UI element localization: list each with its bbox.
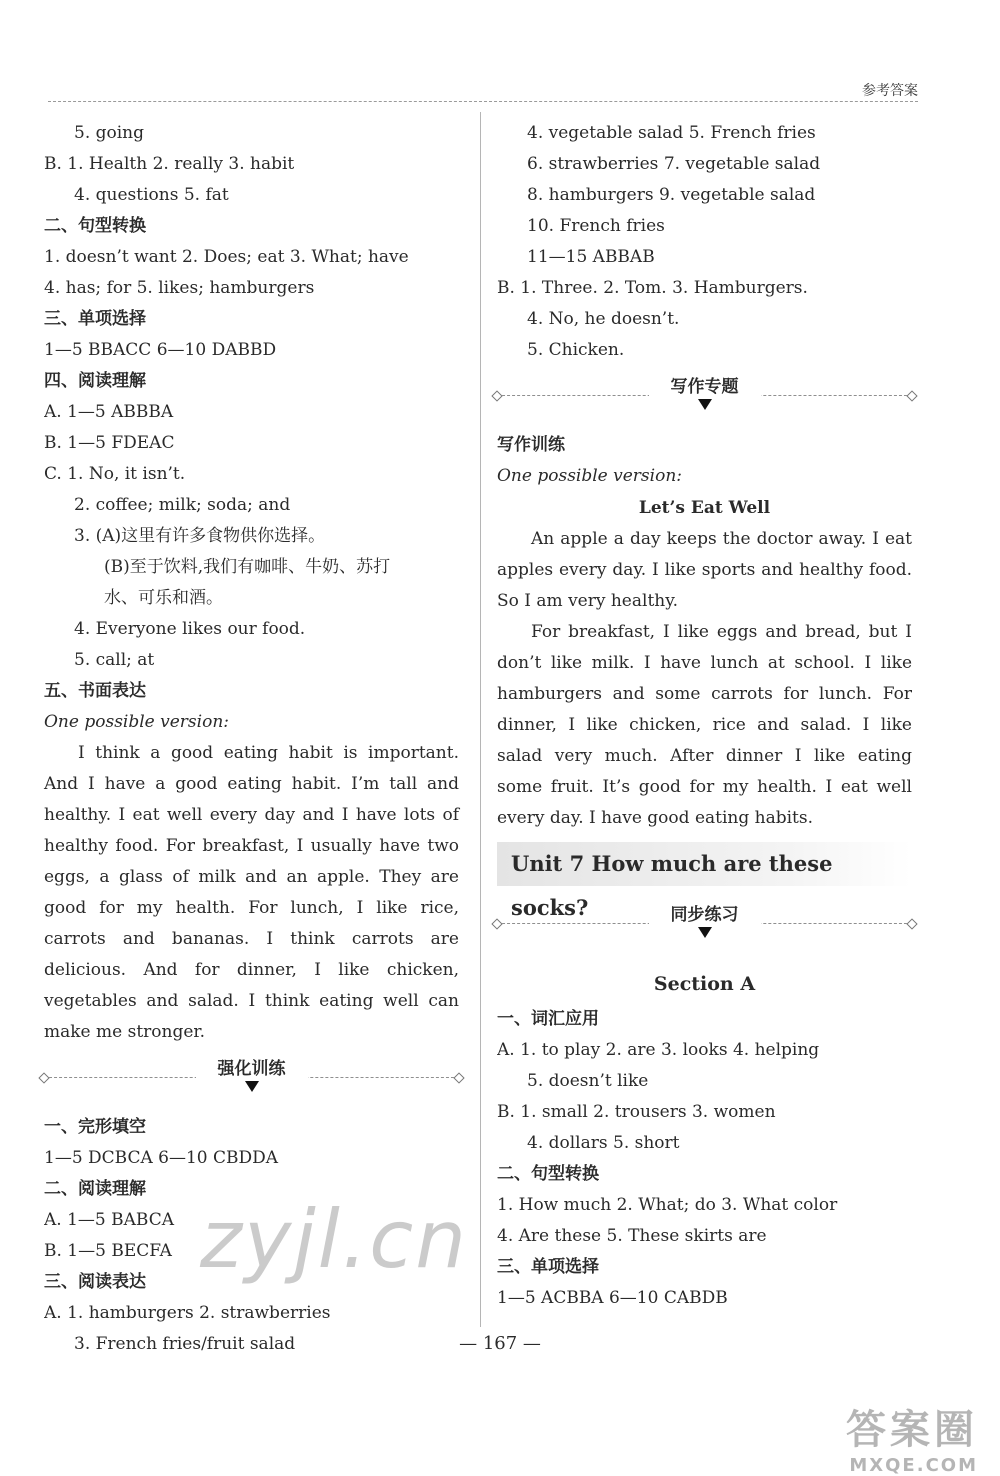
section-title: 一、词汇应用 — [497, 1009, 599, 1029]
answer-line: 4. vegetable salad 5. French fries — [527, 123, 816, 143]
banner-label: 强化训练 — [196, 1059, 308, 1079]
section-title: 五、书面表达 — [44, 681, 146, 701]
answer-line: B. 1—5 FDEAC — [44, 433, 175, 453]
answer-line: 4. No, he doesn’t. — [527, 309, 680, 329]
answer-line: 水、可乐和酒。 — [104, 588, 223, 608]
section-title: 三、单项选择 — [497, 1257, 599, 1277]
section-title: 一、完形填空 — [44, 1117, 146, 1137]
answer-line: 3. French fries/fruit salad — [74, 1334, 296, 1354]
answer-line: B. 1—5 BECFA — [44, 1241, 172, 1261]
essay-paragraph: For breakfast, I like eggs and bread, but I don’t like milk. I have lunch at school. I like hamburgers and some carrots for lunch. For dinner, I like chicken, rice and salad. I like salad very much. After dinner I like eating some fruit. It’s good for my health. I eat well every day. I have good eating habits. — [497, 622, 912, 828]
answer-line: 5. going — [74, 123, 145, 143]
essay-paragraph: I think a good eating habit is important. And I have a good eating habit. I’m tall and healthy. I eat well every day and I have lots of healthy food. For breakfast, I usually have two eggs, a glass of milk and an apple. They are good for my health. For lunch, I like rice, carrots and bananas. I think carrots are delicious. And for dinner, I like chicken, vegetables and salad. I think eating well can make me stronger. — [44, 743, 459, 1042]
unit-heading: Unit 7 How much are these socks? — [497, 842, 912, 886]
answer-line: 5. call; at — [74, 650, 155, 670]
answer-line: 1. How much 2. What; do 3. What color — [497, 1195, 838, 1215]
answer-line: 5. Chicken. — [527, 340, 625, 360]
answer-line: 4. questions 5. fat — [74, 185, 229, 205]
answer-line: A. 1. to play 2. are 3. looks 4. helping — [497, 1040, 820, 1060]
page-number: — 167 — — [459, 1333, 541, 1354]
answer-line: 4. Are these 5. These skirts are — [497, 1226, 767, 1246]
version-note: One possible version: — [497, 466, 682, 486]
answer-line: 6. strawberries 7. vegetable salad — [527, 154, 821, 174]
section-title: 二、句型转换 — [44, 216, 146, 236]
answer-line: 4. has; for 5. likes; hamburgers — [44, 278, 315, 298]
answer-line: B. 1. Three. 2. Tom. 3. Hamburgers. — [497, 278, 808, 298]
section-heading: Section A — [653, 973, 756, 995]
answer-line: 11—15 ABBAB — [527, 247, 655, 267]
answer-line: 4. Everyone likes our food. — [74, 619, 306, 639]
answer-line: A. 1—5 ABBBA — [44, 402, 174, 422]
section-title: 四、阅读理解 — [44, 371, 146, 391]
answer-line: B. 1. Health 2. really 3. habit — [44, 154, 295, 174]
answer-line: 4. dollars 5. short — [527, 1133, 680, 1153]
answer-line: 1. doesn’t want 2. Does; eat 3. What; have — [44, 247, 409, 267]
section-title: 三、阅读表达 — [44, 1272, 146, 1292]
banner-label: 写作专题 — [649, 377, 761, 397]
version-note: One possible version: — [44, 712, 229, 732]
answer-badge-watermark — [846, 1398, 978, 1476]
answer-line: C. 1. No, it isn’t. — [44, 464, 186, 484]
answer-line: A. 1. hamburgers 2. strawberries — [44, 1303, 331, 1323]
banner-label: 同步练习 — [649, 905, 761, 925]
badge-top-text: 答案圈 — [846, 1407, 978, 1453]
down-arrow-icon — [698, 927, 712, 938]
answer-line: 8. hamburgers 9. vegetable salad — [527, 185, 816, 205]
answer-line: 1—5 DCBCA 6—10 CBDDA — [44, 1148, 279, 1168]
answer-line: 10. French fries — [527, 216, 665, 236]
essay-paragraph: An apple a day keeps the doctor away. I eat apples every day. I like sports and healthy food. So I am very healthy. — [497, 529, 912, 611]
sync-practice-banner — [497, 894, 912, 958]
header-rule — [48, 101, 918, 102]
answer-line: 5. doesn’t like — [527, 1071, 649, 1091]
badge-bottom-text: MXQE.COM — [849, 1455, 978, 1476]
writing-banner — [497, 366, 912, 430]
answer-line: (B)至于饮料,我们有咖啡、牛奶、苏打 — [104, 557, 391, 577]
section-title: 写作训练 — [497, 435, 565, 455]
answer-line: 1—5 BBACC 6—10 DABBD — [44, 340, 277, 360]
down-arrow-icon — [245, 1081, 259, 1092]
essay-title: Let’s Eat Well — [638, 498, 771, 518]
answer-line: 3. (A)这里有许多食物供你选择。 — [74, 526, 326, 546]
right-column — [497, 118, 912, 1314]
header-label: 参考答案 — [862, 83, 918, 99]
site-watermark: zyjl.cn — [200, 1193, 468, 1286]
practice-banner — [44, 1048, 459, 1112]
section-title: 二、句型转换 — [497, 1164, 599, 1184]
answer-line: 1—5 ACBBA 6—10 CABDB — [497, 1288, 728, 1308]
answer-line: 2. coffee; milk; soda; and — [74, 495, 291, 515]
section-title: 三、单项选择 — [44, 309, 146, 329]
answer-line: B. 1. small 2. trousers 3. women — [497, 1102, 776, 1122]
column-divider — [480, 112, 481, 1327]
section-title: 二、阅读理解 — [44, 1179, 146, 1199]
left-column — [44, 118, 459, 1360]
down-arrow-icon — [698, 399, 712, 410]
answer-line: A. 1—5 BABCA — [44, 1210, 174, 1230]
